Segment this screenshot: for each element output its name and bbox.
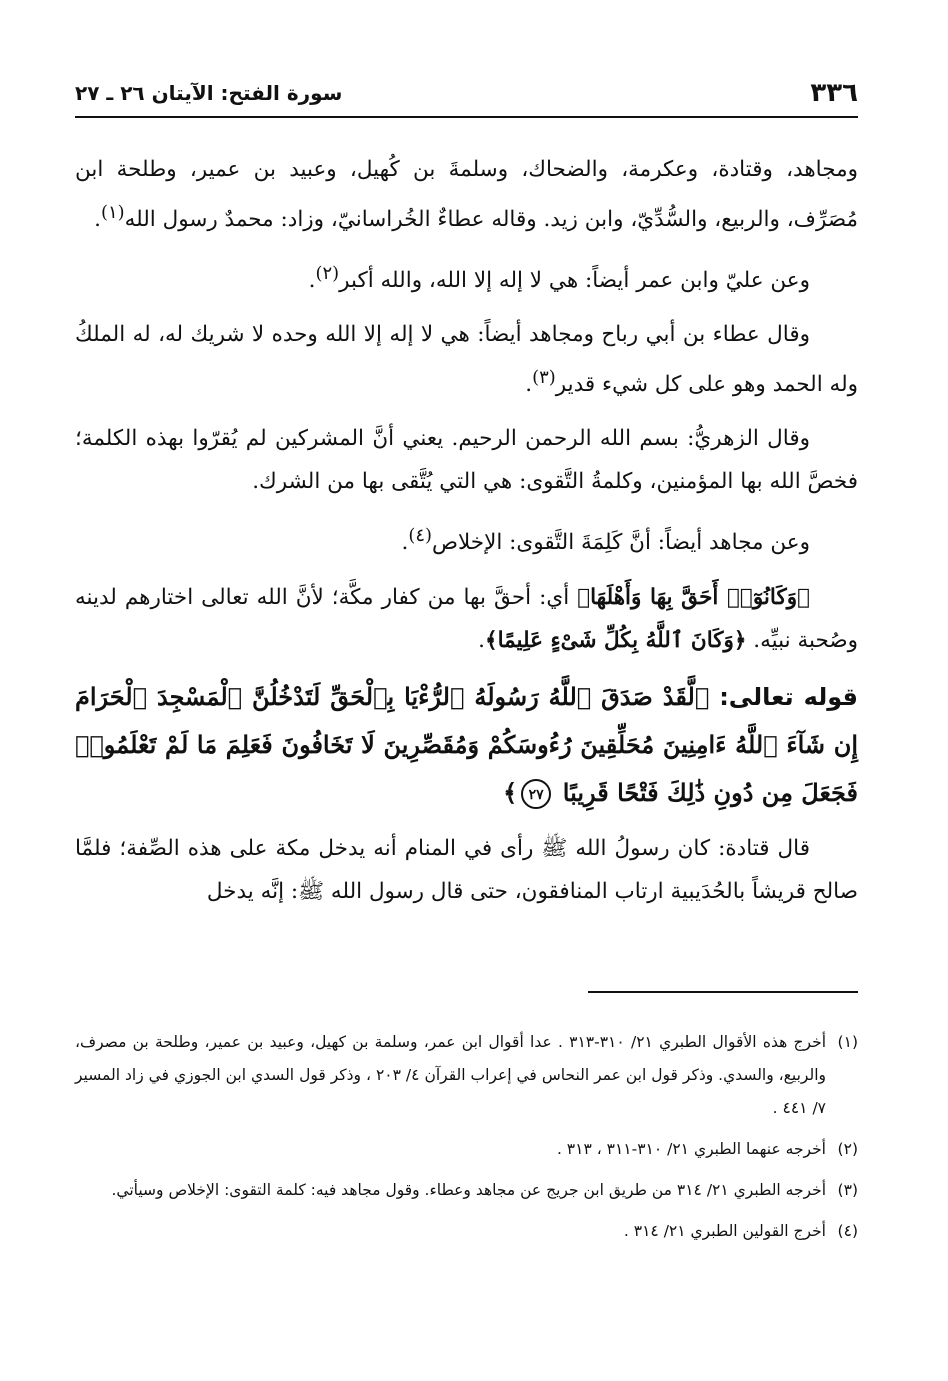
verse-label: قوله تعالى: xyxy=(709,682,858,711)
paragraph-4 xyxy=(75,417,858,503)
paragraph-6-text: أي: أحقَّ بها من كفار مكَّة؛ لأنَّ الله تعالى اختارهم لدينه وصُحبة نبيِّه. xyxy=(75,584,858,653)
paragraph-5-text: وعن مجاهد أيضاً: أنَّ كَلِمَةَ التَّقوى: الإخلاص xyxy=(431,530,810,556)
paragraph-2: وعن عليّ وابن عمر أيضاً: هي لا إله إلا الله، والله أكبر$^{(٢)}$. xyxy=(308,263,810,294)
footnotes xyxy=(75,1026,858,1256)
footnote-marker: (٢) xyxy=(837,1140,858,1158)
footnote-text: أخرج القولين الطبري ٢١/ ٣١٤ . xyxy=(623,1222,826,1240)
paragraph-2-text: وعن عليّ وابن عمر أيضاً: هي لا إله إلا الله، والله أكبر xyxy=(339,268,810,294)
footnote-ref-4: (٤) xyxy=(408,525,432,547)
paragraph-6: ﴿وَكَانُوٓا۟ أَحَقَّ بِهَا وَأَهْلَهَا﴾ أي: أحقَّ بها من كفار مكَّة؛ لأنَّ الله تعالى اختارهم لدينه وصُحبة نبيِّه. ﴿وَكَانَ ٱللَّهُ بِكُلِّ شَىْءٍ عَلِيمًا﴾. xyxy=(75,584,858,653)
footnote-4 xyxy=(75,1215,858,1248)
footnote-marker: (٣) xyxy=(837,1181,858,1199)
running-title: سورة الفتح: الآيتان ٢٦ ـ ٢٧ xyxy=(75,81,343,105)
footnote-marker: (١) xyxy=(837,1033,858,1051)
footnote-ref-2: (٢) xyxy=(315,263,340,285)
paragraph-7-text: قال قتادة: كان رسولُ الله ﷺ رأى في المنام أنه يدخل مكة على هذه الصِّفة؛ فلمَّا صالح قريشاً بالحُدَيبية ارتاب المنافقون، حتى قال رسول الله ﷺ: إنَّه يدخل xyxy=(75,835,858,904)
footnote-separator xyxy=(588,991,858,993)
verse-text: ﴿لَّقَدْ صَدَقَ ٱللَّهُ رَسُولَهُ ٱلرُّءْيَا بِٱلْحَقِّ لَتَدْخُلُنَّ ٱلْمَسْجِدَ ٱلْحَرَامَ إِن شَآءَ ٱللَّهُ ءَامِنِينَ مُحَلِّقِينَ رُءُوسَكُمْ وَمُقَصِّرِينَ لَا تَخَافُونَ فَعَلِمَ مَا لَمْ تَعْلَمُوا۟ فَجَعَلَ مِن دُونِ ذَٰلِكَ فَتْحًا قَرِيبًا xyxy=(75,681,858,807)
footnote-text: أخرجه الطبري ٢١/ ٣١٤ من طريق ابن جريج عن مجاهد وعطاء. وقول مجاهد فيه: كلمة التقوى: الإخلاص وسيأتي. xyxy=(111,1181,826,1199)
footnote-3 xyxy=(75,1174,858,1207)
footnote-text: أخرجه عنهما الطبري ٢١/ ٣١٠-٣١١ ، ٣١٣ . xyxy=(556,1140,826,1158)
footnote-ref-3: (٣) xyxy=(532,367,556,389)
footnote-2 xyxy=(75,1133,858,1166)
quran-quote-1: ﴿وَكَانُوٓا۟ أَحَقَّ بِهَا وَأَهْلَهَا﴾ xyxy=(577,584,810,610)
verse-number-marker: ٢٧ xyxy=(521,779,551,809)
verse-block xyxy=(75,673,858,817)
paragraph-1: ومجاهد، وقتادة، وعكرمة، والضحاك، وسلمةَ بن كُهيل، وعبيد بن عمير، وطلحة ابن مُصَرِّف، والربيع، والسُّدِّيّ، وابن زيد. وقاله عطاءٌ الخُراسانيّ، وزاد: محمدٌ رسول الله$^{(١)}$. xyxy=(75,157,858,233)
main-text xyxy=(75,148,858,924)
paragraph-7 xyxy=(75,827,858,913)
quran-quote-2: ﴿وَكَانَ ٱللَّهُ بِكُلِّ شَىْءٍ عَلِيمًا﴾ xyxy=(484,627,747,653)
footnote-ref-1: (١) xyxy=(100,202,125,223)
footnote-1 xyxy=(75,1026,858,1125)
paragraph-3: وقال عطاء بن أبي رباح ومجاهد أيضاً: هي لا إله إلا الله وحده لا شريك له، له الملكُ وله الحمد وهو على كل شيء قدير$^{(٣)}$. xyxy=(75,322,858,398)
paragraph-3-text: وقال عطاء بن أبي رباح ومجاهد أيضاً: هي لا إله إلا الله وحده لا شريك له، له الملكُ وله الحمد وهو على كل شيء قدير xyxy=(75,322,858,398)
footnote-text: أخرج هذه الأقوال الطبري ٢١/ ٣١٠-٣١٣ . عدا أقوال ابن عمر، وسلمة بن كهيل، وعبيد بن عمير، وطلحة بن مصرف، والربيع، والسدي. وذكر قول ابن عمر النحاس في إعراب القرآن ٤/ ٢٠٣ ، وذكر قول السدي ابن الجوزي في زاد المسير ٧/ ٤٤١ . xyxy=(75,1033,826,1117)
verse-close-bracket: ﴾ xyxy=(503,777,518,807)
page-header xyxy=(75,70,858,118)
book-page xyxy=(75,60,858,1360)
footnote-marker: (٤) xyxy=(837,1222,858,1240)
page-number: ٣٣٦ xyxy=(810,78,858,108)
paragraph-5: وعن مجاهد أيضاً: أنَّ كَلِمَةَ التَّقوى: الإخلاص$^{(٤)}$. xyxy=(401,525,810,556)
paragraph-1-text: ومجاهد، وقتادة، وعكرمة، والضحاك، وسلمةَ بن كُهيل، وعبيد بن عمير، وطلحة ابن مُصَرِّف، والربيع، والسُّدِّيّ، وابن زيد. وقاله عطاءٌ الخُراسانيّ، وزاد: محمدٌ رسول الله xyxy=(75,157,858,233)
paragraph-4-text: وقال الزهريُّ: بسم الله الرحمن الرحيم. يعني أنَّ المشركين لم يُقرّوا بهذه الكلمة؛ فخصَّ الله بها المؤمنين، وكلمةُ التَّقوى: هي التي يُتَّقى بها من الشرك. xyxy=(75,426,858,495)
